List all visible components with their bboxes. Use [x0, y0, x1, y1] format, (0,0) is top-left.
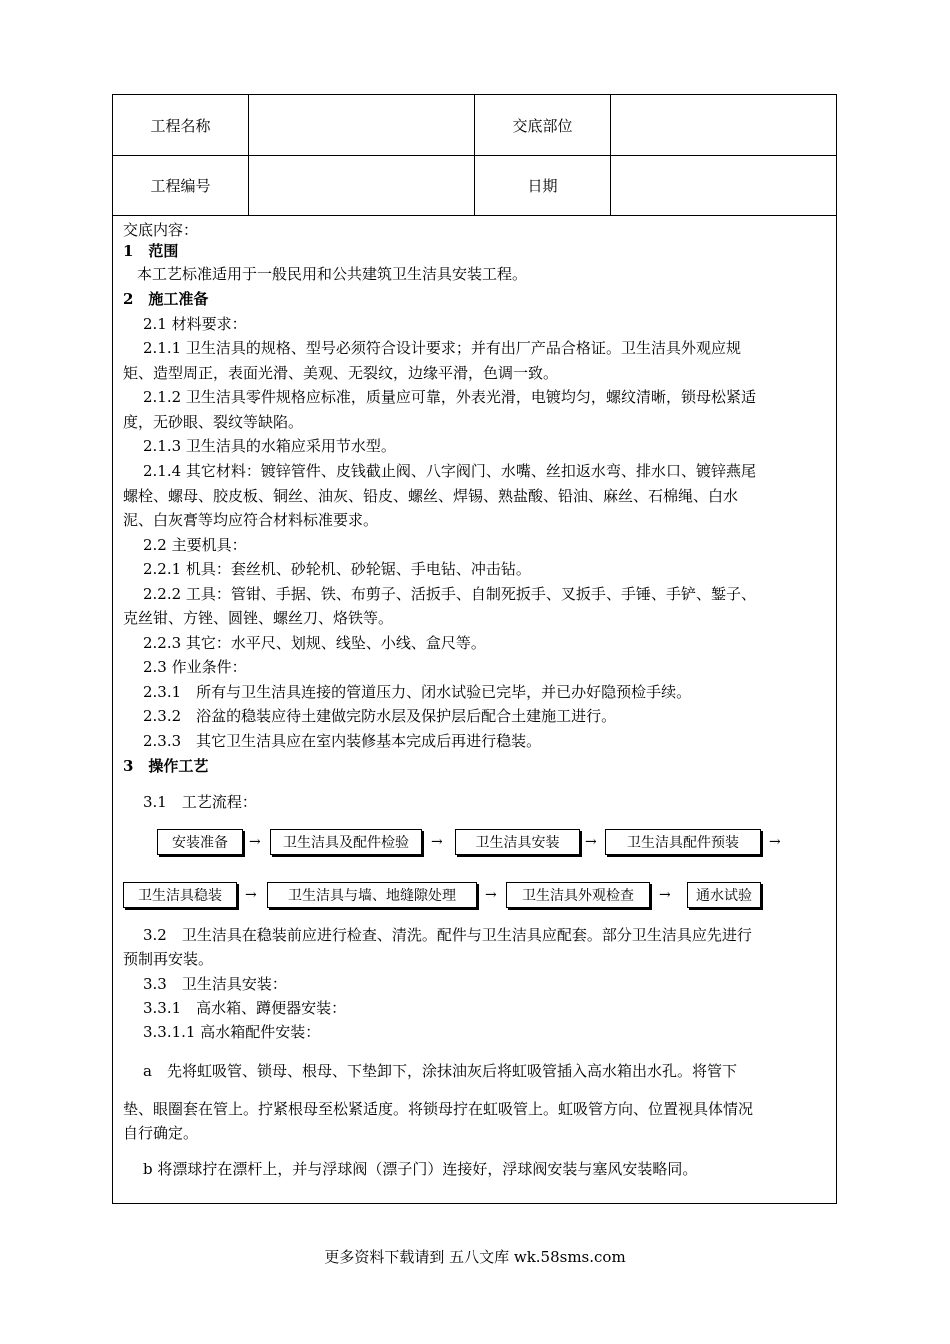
- s2-2-2-line-b: 克丝钳、方锉、圆锉、螺丝刀、烙铁等。: [123, 609, 394, 627]
- s2-2-1-line: 2.2.1 机具：套丝机、砂轮机、砂轮锯、手电钻、冲击钻。: [143, 560, 531, 578]
- item-a-line-3: 自行确定。: [123, 1124, 199, 1142]
- s3-3-1-1-line: 3.3.1.1 高水箱配件安装：: [143, 1023, 321, 1041]
- date-value: [611, 155, 836, 215]
- s2-1-4-line-b: 螺栓、螺母、胶皮板、铜丝、油灰、铅皮、螺丝、焊锡、熟盐酸、铅油、麻丝、石棉绳、白水: [123, 487, 739, 505]
- disclosure-document: [112, 94, 837, 1204]
- item-a-line-2: 垫、眼圈套在管上。拧紧根母至松紧适度。将锁母拧在虹吸管上。虹吸管方向、位置视具体情况: [123, 1100, 754, 1118]
- s2-1-2-line-b: 度，无砂眼、裂纹等缺陷。: [123, 413, 304, 431]
- s3-3-line: 3.3 卫生洁具安装：: [143, 975, 287, 993]
- flow-step-5: 卫生洁具稳装: [123, 882, 237, 908]
- item-a-line-1: a 先将虹吸管、锁母、根母、下垫卸下，涂抹油灰后将虹吸管插入高水箱出水孔。将管下: [143, 1062, 737, 1080]
- disclosure-part-value: [611, 95, 836, 155]
- project-name-value: [249, 95, 475, 155]
- s2-1-4-line-c: 泥、白灰膏等均应符合材料标准要求。: [123, 511, 379, 529]
- project-number-label: 工程编号: [113, 155, 249, 215]
- s3-1-line: 3.1 工艺流程：: [143, 793, 257, 811]
- s3-2-line-a: 3.2 卫生洁具在稳装前应进行检查、清洗。配件与卫生洁具应配套。部分卫生洁具应先进行: [143, 926, 752, 944]
- section-1-title: 1 范围: [123, 242, 179, 260]
- section-1-text: 本工艺标准适用于一般民用和公共建筑卫生洁具安装工程。: [137, 265, 528, 283]
- s2-1-3-line: 2.1.3 卫生洁具的水箱应采用节水型。: [143, 437, 396, 455]
- header-row-1: [113, 95, 836, 156]
- s2-3-line: 2.3 作业条件：: [143, 658, 247, 676]
- s2-2-2-line-a: 2.2.2 工具：管钳、手据、铁、布剪子、活扳手、自制死扳手、叉扳手、手锤、手铲、錾子、: [143, 585, 756, 603]
- s2-1-2-line-a: 2.1.2 卫生洁具零件规格应标准，质量应可靠，外表光滑，电镀均匀，螺纹清晰，锁母松紧适: [143, 388, 756, 406]
- flow-step-7: 卫生洁具外观检查: [506, 882, 650, 908]
- footer-download-note: 更多资料下载请到 五八文库 wk.58sms.com: [324, 1248, 626, 1266]
- header-row-2: [113, 155, 836, 216]
- s3-2-line-b: 预制再安装。: [123, 950, 214, 968]
- flow-arrow-4: →: [769, 834, 781, 850]
- s2-2-line: 2.2 主要机具：: [143, 536, 247, 554]
- flow-arrow-5: →: [245, 887, 257, 903]
- date-label: 日期: [475, 155, 611, 215]
- section-3-title: 3 操作工艺: [123, 757, 209, 775]
- s2-3-3-line: 2.3.3 其它卫生洁具应在室内装修基本完成后再进行稳装。: [143, 732, 542, 750]
- s3-3-1-line: 3.3.1 高水箱、蹲便器安装：: [143, 999, 347, 1017]
- flow-arrow-7: →: [659, 887, 671, 903]
- flow-arrow-6: →: [485, 887, 497, 903]
- s2-3-1-line: 2.3.1 所有与卫生洁具连接的管道压力、闭水试验已完毕，并已办好隐预检手续。: [143, 683, 692, 701]
- intro-line: 交底内容：: [123, 221, 199, 239]
- flow-step-1: 安装准备: [157, 829, 243, 855]
- s2-3-2-line: 2.3.2 浴盆的稳装应待土建做完防水层及保护层后配合土建施工进行。: [143, 707, 617, 725]
- s2-1-1-line-b: 矩、造型周正，表面光滑、美观、无裂纹，边缘平滑，色调一致。: [123, 364, 559, 382]
- flow-step-4: 卫生洁具配件预装: [605, 829, 761, 855]
- project-name-label: 工程名称: [113, 95, 249, 155]
- flow-arrow-3: →: [585, 834, 597, 850]
- project-number-value: [249, 155, 475, 215]
- flow-step-6: 卫生洁具与墙、地缝隙处理: [267, 882, 477, 908]
- flow-arrow-1: →: [249, 834, 261, 850]
- flow-arrow-2: →: [431, 834, 443, 850]
- s2-1-line: 2.1 材料要求：: [143, 315, 247, 333]
- flow-step-2: 卫生洁具及配件检验: [270, 829, 422, 855]
- s2-1-1-line-a: 2.1.1 卫生洁具的规格、型号必须符合设计要求；并有出厂产品合格证。卫生洁具外观应规: [143, 339, 741, 357]
- flow-step-3: 卫生洁具安装: [455, 829, 580, 855]
- s2-1-4-line-a: 2.1.4 其它材料：镀锌管件、皮钱截止阀、八字阀门、水嘴、丝扣返水弯、排水口、镀锌燕尾: [143, 462, 756, 480]
- s2-2-3-line: 2.2.3 其它：水平尺、划规、线坠、小线、盒尺等。: [143, 634, 486, 652]
- item-b-line-1: b 将漂球拧在漂杆上，并与浮球阀（漂子门）连接好，浮球阀安装与塞风安装略同。: [143, 1160, 698, 1178]
- flow-step-8: 通水试验: [687, 882, 761, 908]
- disclosure-part-label: 交底部位: [475, 95, 611, 155]
- section-2-title: 2 施工准备: [123, 290, 209, 308]
